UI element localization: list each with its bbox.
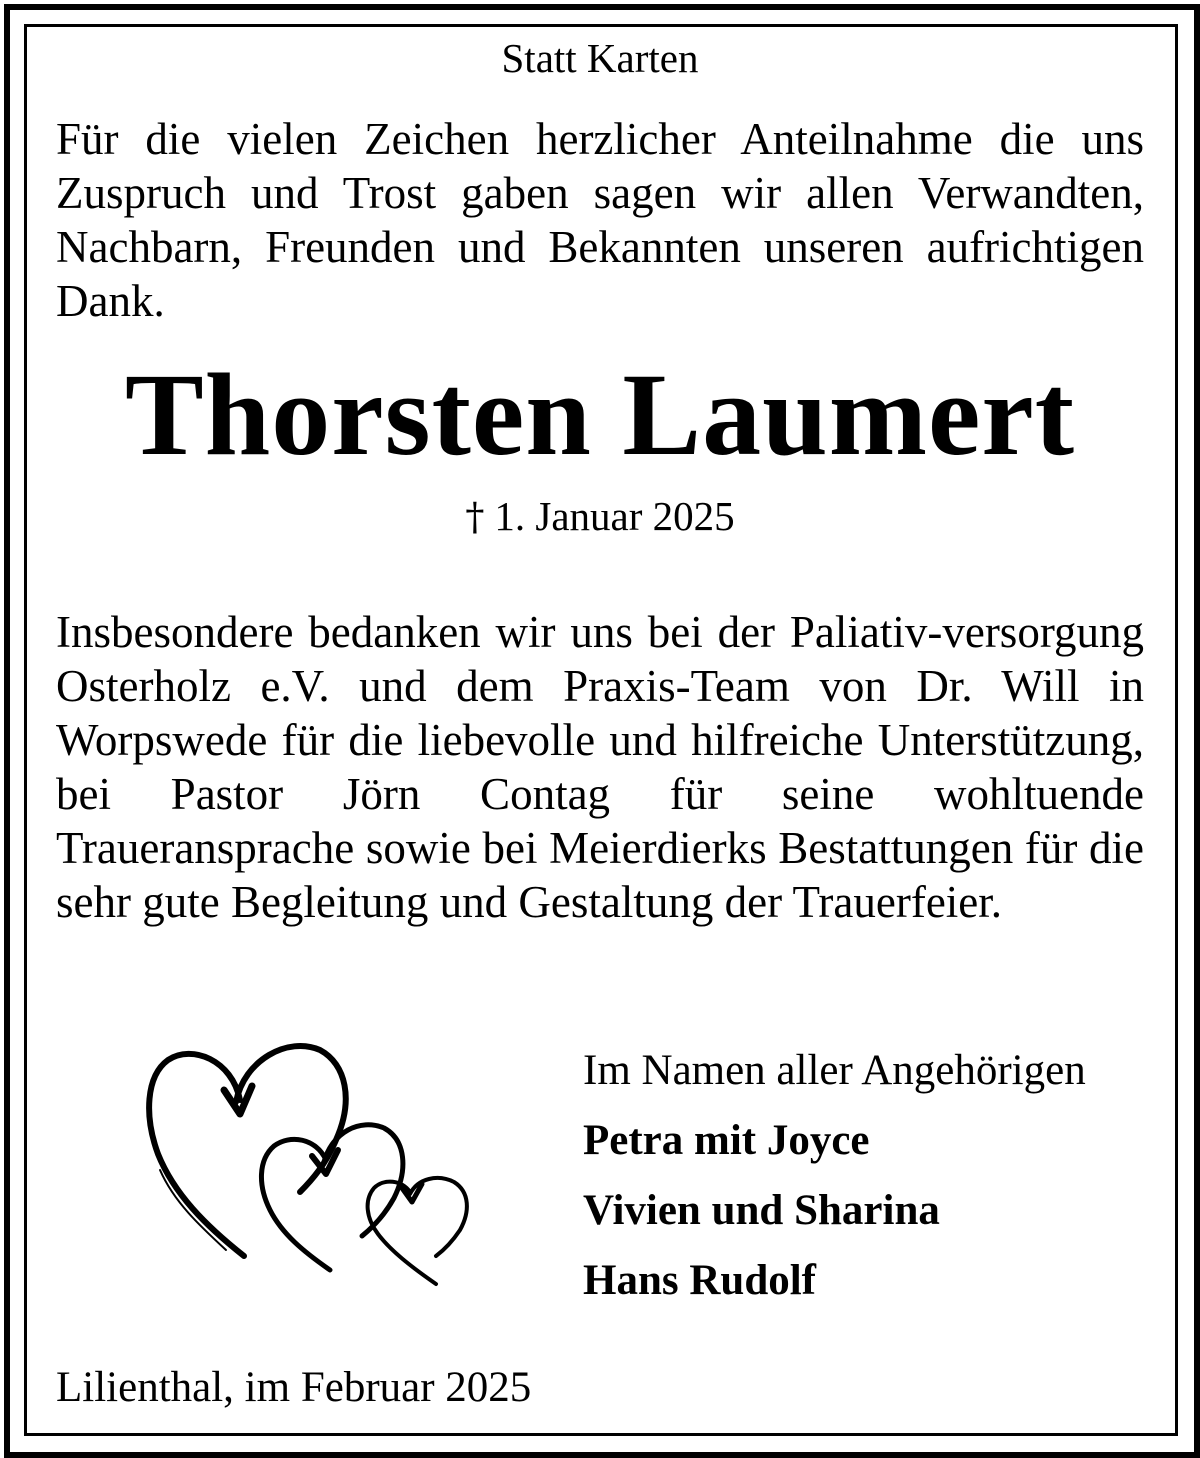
- header-label: Statt Karten: [501, 35, 699, 81]
- signoff-name: Petra mit Joyce: [583, 1117, 870, 1164]
- place-date: Lilienthal, im Februar 2025: [56, 1364, 532, 1411]
- signoff-name: Vivien und Sharina: [583, 1187, 940, 1234]
- deceased-name: Thorsten Laumert: [124, 349, 1076, 480]
- cross-symbol: †: [465, 495, 485, 539]
- three-hearts-icon: [140, 1030, 480, 1300]
- death-line: [0, 490, 1200, 543]
- intro-paragraph: Für die vielen Zeichen herzlicher Anteilnahme die uns Zuspruch und Trost gaben sagen wir allen Verwandten, Nachbarn, Freunden und Bekannten unseren aufrichtigen Dank.: [56, 114, 1144, 326]
- small-heart: [368, 1178, 467, 1284]
- signoff-intro: Im Namen aller Angehörigen: [583, 1047, 1086, 1094]
- death-date: 1. Januar 2025: [494, 493, 735, 539]
- large-heart: [149, 1046, 346, 1256]
- medium-heart: [261, 1125, 402, 1270]
- thanks-paragraph: Insbesondere bedanken wir uns bei der Paliativ-versorgung Osterholz e.V. und dem Praxis-Team von Dr. Will in Worpswede für die liebevolle und hilfreiche Unterstützung, bei Pastor Jörn Contag für seine wohltuende Traueransprache sowie bei Meierdierks Bestattungen für die sehr gute Begleitung und Gestaltung der Trauerfeier.: [56, 607, 1144, 927]
- signoff-name: Hans Rudolf: [583, 1257, 816, 1304]
- signoff-block: [583, 1045, 1143, 1325]
